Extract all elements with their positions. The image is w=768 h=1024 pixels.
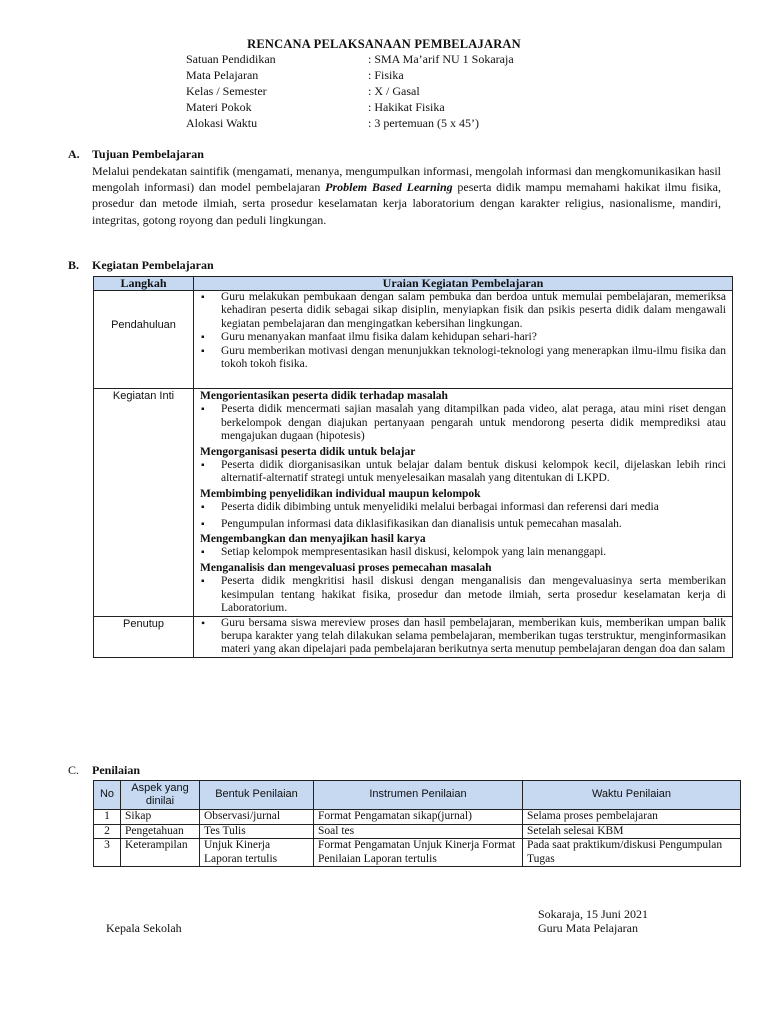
list-item: ▪ Peserta didik dibimbing untuk menyelidiki melalui berbagai informasi dan referensi dari media — [197, 501, 726, 514]
col-header-no: No — [94, 781, 121, 810]
cell-bentuk: Observasi/jurnal — [200, 810, 314, 825]
list-item: ▪ Pengumpulan informasi data diklasifikasikan dan dianalisis untuk pemecahan masalah. — [197, 518, 726, 531]
table-row-penutup — [94, 616, 733, 657]
list-item: ▪ Guru melakukan pembukaan dengan salam pembuka dan berdoa untuk memulai pembelajaran, memeriksa kehadiran peserta didik sebagai sikap disiplin, menyiapkan fisik dan psikis peserta didik dalam mengawali kegiatan pembelajaran dan mengingatkan kebersihan lingkungan. — [197, 291, 726, 331]
step-cell — [94, 389, 194, 617]
desc-cell — [194, 389, 733, 617]
cell-no: 2 — [94, 824, 121, 839]
meta-value: : SMA Ma’arif NU 1 Sokaraja — [368, 52, 514, 66]
list-item: ▪ Peserta didik mengkritisi hasil diskusi dengan menganalisis dan mengevaluasinya serta memberikan kesimpulan tentang hakikat fisika, prosedur dan metode ilmiah, serta prosedur keselamatan kerja di Laboratorium. — [197, 575, 726, 615]
step-label: Pendahuluan — [111, 319, 176, 331]
section-number: A. — [68, 147, 80, 161]
document-title: RENCANA PELAKSANAAN PEMBELAJARAN — [247, 37, 521, 51]
cell-instrumen: Soal tes — [314, 824, 523, 839]
col-header-instrumen: Instrumen Penilaian — [314, 781, 523, 810]
col-header-aspek: Aspek yang dinilai — [121, 781, 200, 810]
model-name: Problem Based Learning — [325, 180, 453, 195]
kegiatan-table — [93, 276, 733, 658]
cell-instrumen: Format Pengamatan Unjuk Kinerja Format Penilaian Laporan tertulis — [314, 839, 523, 867]
cell-bentuk: Tes Tulis — [200, 824, 314, 839]
list-item: • Guru bersama siswa mereview proses dan hasil pembelajaran, memberikan kuis, memberikan umpan balik berupa karakter yang telah dilakukan selama pembelajaran, memberikan tugas terstruktur, menginformasikan materi yang akan dipelajari pada pembelajaran berikutnya serta menutup pembelajaran dengan doa dan salam — [197, 617, 726, 657]
table-row-pendahuluan — [94, 291, 733, 389]
desc-cell — [194, 616, 733, 657]
list-item: ▪ Guru menanyakan manfaat ilmu fisika dalam kehidupan sehari-hari? — [197, 331, 726, 344]
meta-value: : X / Gasal — [368, 84, 420, 98]
tujuan-paragraph — [92, 163, 721, 228]
list-item: ▪ Peserta didik mencermati sajian masalah yang ditampilkan pada video, alat peraga, atau mini riset dengan berkelompok dengan diajukan pertanyaan pengarah untuk mendorong peserta didik memprediksi atau mengajukan dugaan (hipotesis) — [197, 403, 726, 443]
meta-key: Alokasi Waktu — [186, 116, 258, 130]
list-item: ▪ Setiap kelompok mempresentasikan hasil diskusi, kelompok yang lain menanggapi. — [197, 546, 726, 559]
subheading: Membimbing penyelidikan individual maupun kelompok — [200, 487, 481, 500]
meta-value: : Fisika — [368, 68, 404, 82]
place-date: Sokaraja, 15 Juni 2021 — [538, 907, 648, 921]
tujuan-text-cont: peserta didik mampu memahami hakikat ilmu fisika, prosedur dan metode ilmiah, serta prosedur keselamatan kerja laboratorium dengan karakter religius, nasionalisme, mandiri, integritas, gotong royong dan peduli lingkungan. — [92, 180, 721, 227]
subheading: Mengorientasikan peserta didik terhadap masalah — [200, 390, 448, 402]
cell-bentuk: Unjuk Kinerja Laporan tertulis — [200, 839, 314, 867]
subheading: Mengorganisasi peserta didik untuk belajar — [200, 445, 416, 458]
col-header-langkah: Langkah — [94, 277, 194, 291]
subheading: Menganalisis dan mengevaluasi proses pemecahan masalah — [200, 561, 492, 574]
cell-aspek: Sikap — [121, 810, 200, 825]
step-label: Penutup — [123, 617, 164, 630]
list-item: ▪ Guru memberikan motivasi dengan menunjukkan teknologi-teknologi yang menerapkan ilmu-ilmu fisika dan tokoh tokoh fisika. — [197, 345, 726, 372]
col-header-bentuk: Bentuk Penilaian — [200, 781, 314, 810]
cell-no: 3 — [94, 839, 121, 867]
penilaian-table — [93, 780, 741, 867]
table-row-inti — [94, 389, 733, 617]
meta-key: Kelas / Semester — [186, 84, 267, 98]
cell-aspek: Pengetahuan — [121, 824, 200, 839]
step-label: Kegiatan Inti — [112, 390, 175, 402]
teacher-label: Guru Mata Pelajaran — [538, 921, 638, 935]
meta-value: : 3 pertemuan (5 x 45’) — [368, 116, 479, 130]
table-row — [94, 839, 741, 867]
tujuan-text: Melalui pendekatan saintifik (mengamati, menanya, mengumpulkan informasi, mengolah informasi dan mengkomunikasikan hasil mengolah informasi) dan model pembelajaran — [92, 164, 721, 195]
table-row — [94, 824, 741, 839]
section-title: Kegiatan Pembelajaran — [92, 258, 214, 272]
cell-waktu: Pada saat praktikum/diskusi Pengumpulan Tugas — [523, 839, 741, 867]
cell-waktu: Setelah selesai KBM — [523, 824, 741, 839]
col-header-waktu: Waktu Penilaian — [523, 781, 741, 810]
cell-no: 1 — [94, 810, 121, 825]
section-number: C. — [68, 763, 80, 777]
section-title: Penilaian — [92, 763, 141, 777]
meta-key: Mata Pelajaran — [186, 68, 259, 82]
meta-key: Satuan Pendidikan — [186, 52, 276, 66]
step-cell — [94, 616, 194, 657]
meta-key: Materi Pokok — [186, 100, 252, 114]
cell-waktu: Selama proses pembelajaran — [523, 810, 741, 825]
section-number: B. — [68, 258, 80, 272]
table-row — [94, 810, 741, 825]
desc-cell — [194, 291, 733, 389]
cell-aspek: Keterampilan — [121, 839, 200, 867]
subheading: Mengembangkan dan menyajikan hasil karya — [200, 533, 426, 546]
step-cell — [94, 291, 194, 389]
meta-value: : Hakikat Fisika — [368, 100, 445, 114]
cell-instrumen: Format Pengamatan sikap(jurnal) — [314, 810, 523, 825]
col-header-uraian: Uraian Kegiatan Pembelajaran — [194, 277, 733, 291]
table-header-row — [94, 781, 741, 810]
table-header-row — [94, 277, 733, 291]
list-item: ▪ Peserta didik diorganisasikan untuk belajar dalam bentuk diskusi kelompok kecil, dijelaskan lebih rinci alternatif-alternatif strategi untuk menyelesaikan masalah yang ditentukan di LKPD. — [197, 459, 726, 486]
section-title: Tujuan Pembelajaran — [92, 147, 204, 161]
principal-label: Kepala Sekolah — [106, 921, 182, 935]
